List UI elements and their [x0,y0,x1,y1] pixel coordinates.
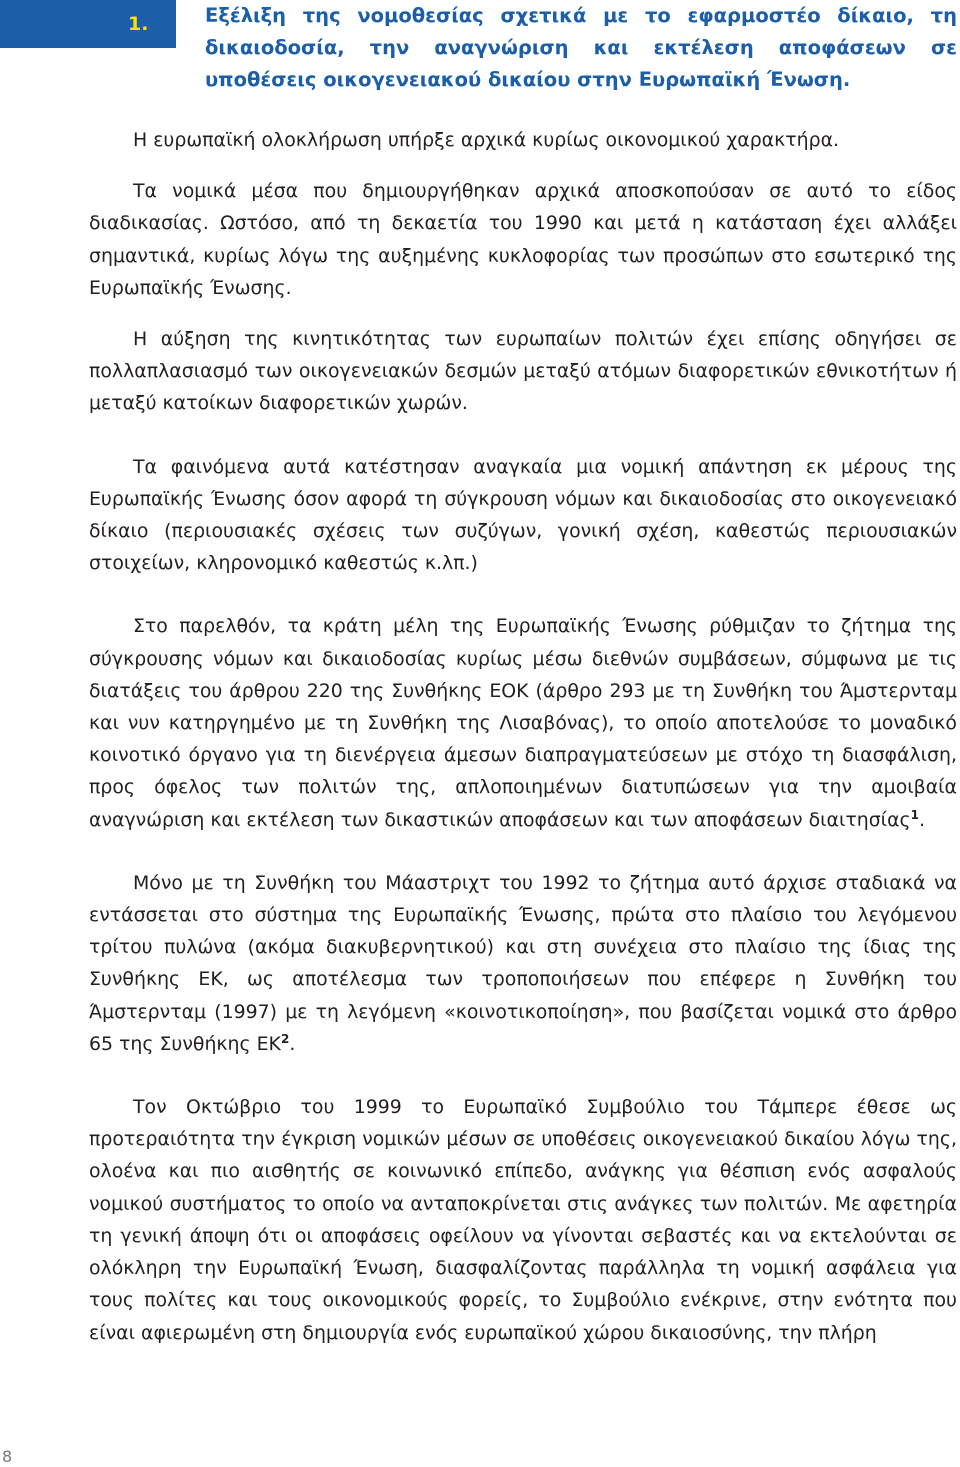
paragraph-4: Τα φαινόμενα αυτά κατέστησαν αναγκαία μια νομική απάντηση εκ μέρους της Ευρωπαϊκής Ένωσης όσον αφορά τη σύγκρουση νόμων και δικαιοδοσίας στο οικογενειακό δίκαιο (περιουσιακές σχέσεις των συζύγων, γονική σχέση, καθεστώς περιουσιακών στοιχείων, κληρονομικό καθεστώς κ.λπ.) [89,455,957,575]
page-number: 8 [2,1447,13,1466]
paragraph-3: Η αύξηση της κινητικότητας των ευρωπαίων πολιτών έχει επίσης οδηγήσει σε πολλαπλασιασμό των οικογενειακών δεσμών μεταξύ ατόμων διαφορετικών εθνικοτήτων ή μεταξύ κατοίκων διαφορετικών χωρών. [89,328,957,415]
section-title: Εξέλιξη της νομοθεσίας σχετικά με το εφαρμοστέο δίκαιο, τη δικαιοδοσία, την αναγνώριση και εκτέλεση αποφάσεων σε υποθέσεις οικογενειακού δικαίου στην Ευρωπαϊκή Ένωση. [205,4,957,91]
paragraph-7: Τον Οκτώβριο του 1999 το Ευρωπαϊκό Συμβούλιο του Τάμπερε έθεσε ως προτεραιότητα την έγκριση νομικών μέσων σε υποθέσεις οικογενειακού δικαίου λόγω της, ολοένα και πιο αισθητής σε κοινωνικό επίπεδο, ανάγκης για θέσπιση ενός ασφαλούς νομικού συστήματος το οποίο να ανταποκρίνεται στις ανάγκες των πολιτών. Με αφετηρία τη γενική άποψη ότι οι αποφάσεις οφείλουν να γίνονται σεβαστές και να εκτελούνται σε ολόκληρη την Ευρωπαϊκή Ένωση, διασφαλίζοντας παράλληλα τη νομική ασφάλεια για τους πολίτες και τους οικονομικούς φορείς, το Συμβούλιο ενέκρινε, στην ενότητα που είναι αφιερωμένη στη δημιουργία ενός ευρωπαϊκού χώρου δικαιοσύνης, την πλήρη [89,1096,957,1344]
body-text [89,124,957,1349]
paragraph-1: Η ευρωπαϊκή ολοκλήρωση υπήρξε αρχικά κυρίως οικονομικού χαρακτήρα. [133,129,840,151]
paragraph-6: Μόνο με τη Συνθήκη του Μάαστριχτ του 1992 το ζήτημα αυτό άρχισε σταδιακά να εντάσσεται στο σύστημα της Ευρωπαϊκής Ένωσης, πρώτα στο πλαίσιο του λεγόμενου τρίτου πυλώνα (ακόμα διακυβερνητικού) και στη συνέχεια στο πλαίσιο της ίδιας της Συνθήκης ΕΚ, ως αποτέλεσμα των τροποποιήσεων που επέφερε η Συνθήκη του Άμστερνταμ (1997) με τη λεγόμενη «κοινοτικοποίηση», που βασίζεται νομικά στο άρθρο 65 της Συνθήκης $EK^2$. [89,871,957,1055]
section-number-badge [0,0,176,48]
section-number: 1. [128,13,149,35]
footnote-ref-1[interactable]: 1 [910,807,919,822]
paragraph-5: Στο παρελθόν, τα κράτη μέλη της Ευρωπαϊκής Ένωσης ρύθμιζαν το ζήτημα της σύγκρουσης νόμων και δικαιοδοσίας κυρίως μέσω διεθνών συμβάσεων, σύμφωνα με τις διατάξεις του άρθρου 220 της Συνθήκης ΕΟΚ (άρθρο 293 με τη Συνθήκη του Άμστερνταμ και νυν κατηργημένο με τη Συνθήκη της Λισαβόνας), το οποίο αποτελούσε το μοναδικό κοινοτικό όργανο για τη διενέργεια άμεσων διαπραγματεύσεων με στόχο τη διασφάλιση, προς όφελος των πολιτών της, απλοποιημένων διατυπώσεων για την αμοιβαία αναγνώριση και εκτέλεση των δικαστικών αποφάσεων και των αποφάσεων διαιτησίας$^1$. [89,615,957,831]
paragraph-2: Τα νομικά μέσα που δημιουργήθηκαν αρχικά αποσκοπούσαν σε αυτό το είδος διαδικασίας. Ωστόσο, από τη δεκαετία του 1990 και μετά η κατάσταση έχει αλλάξει σημαντικά, κυρίως λόγω της αυξημένης κυκλοφορίας των προσώπων στο εσωτερικό της Ευρωπαϊκής Ένωσης. [89,180,957,299]
footnote-ref-2[interactable]: 2 [280,1031,290,1046]
